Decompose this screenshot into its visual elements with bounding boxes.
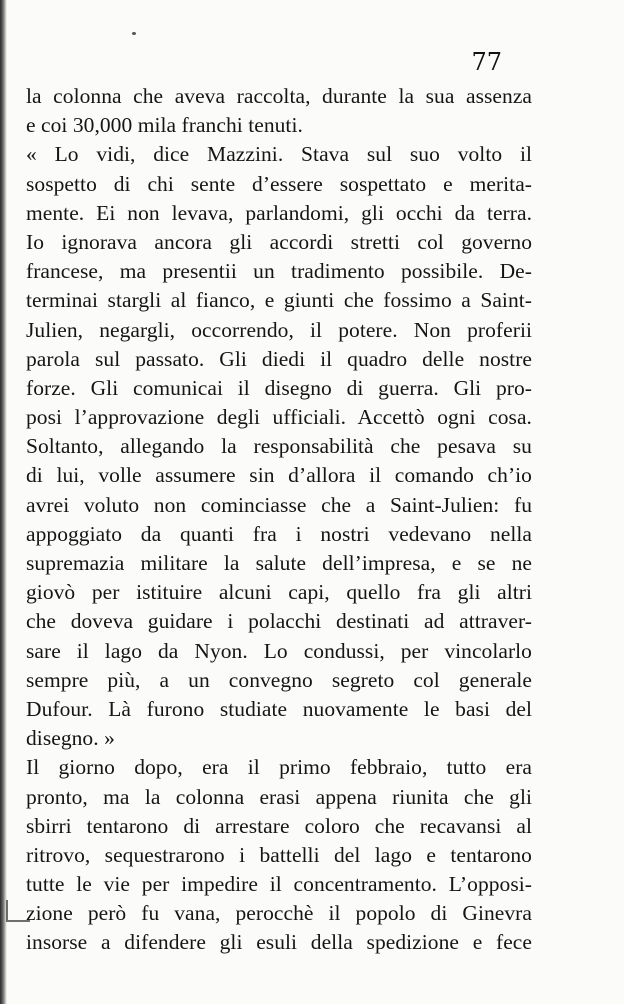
text-line: Io ignorava ancora gli accordi stretti col governo: [26, 229, 532, 254]
text-line: posi l’approvazione degli ufficiali. Accettò ogni cosa.: [26, 405, 532, 430]
text-line: ritrovo, sequestrarono i battelli del lago e tentarono: [26, 842, 532, 867]
page-number: 77: [471, 48, 502, 76]
text-line: insorse a difendere gli esuli della spedizione e fece: [26, 930, 532, 955]
text-line: Julien, negargli, occorrendo, il potere. Non proferii: [26, 317, 532, 342]
text-line: e coi 30,000 mila franchi tenuti.: [26, 113, 303, 138]
text-line: di lui, volle assumere sin d’allora il comando ch’io: [26, 463, 532, 488]
text-line: avrei voluto non cominciasse che a Saint-Julien: fu: [26, 492, 532, 517]
text-line: Soltanto, allegando la responsabilità che pesava su: [26, 434, 532, 459]
text-line: parola sul passato. Gli diedi il quadro delle nostre: [26, 346, 532, 371]
text-line: sempre più, a un convegno segreto col generale: [26, 667, 532, 692]
text-line: mente. Ei non levava, parlandomi, gli occhi da terra.: [26, 200, 532, 225]
scan-corner-mark: [6, 900, 30, 922]
text-line: francese, ma presentii un tradimento possibile. De-: [26, 259, 532, 284]
text-line: sbirri tentarono di arrestare coloro che recavansi al: [26, 813, 532, 838]
text-line: pronto, ma la colonna erasi appena riunita che gli: [26, 784, 532, 809]
text-line: appoggiato da quanti fra i nostri vedevano nella: [26, 521, 532, 546]
text-line: sare il lago da Nyon. Lo condussi, per vincolarlo: [26, 638, 532, 663]
text-line: Dufour. Là furono studiate nuovamente le basi del: [26, 696, 532, 721]
text-line: forze. Gli comunicai il disegno di guerra. Gli pro-: [26, 375, 532, 400]
text-line: « Lo vidi, dice Mazzini. Stava sul suo volto il: [26, 142, 532, 167]
text-line: la colonna che aveva raccolta, durante la sua assenza: [26, 84, 532, 108]
ink-smudge: [132, 32, 136, 35]
text-line: Il giorno dopo, era il primo febbraio, tutto era: [26, 755, 532, 780]
text-line: supremazia militare la salute dell’impresa, e se ne: [26, 551, 532, 575]
text-line: sospetto di chi sente d’essere sospettato e merita-: [26, 171, 532, 196]
text-line: tutte le vie per impedire il concentramento. L’opposi-: [26, 872, 532, 897]
text-line: giovò per istituire alcuni capi, quello fra gli altri: [26, 580, 532, 605]
body-text: [26, 82, 532, 958]
page-binding-edge: [0, 0, 7, 1004]
text-line: zione però fu vana, perocchè il popolo di Ginevra: [26, 901, 532, 926]
text-line: che doveva guidare i polacchi destinati ad attraver-: [26, 609, 532, 634]
text-line: terminai stargli al fianco, e giunti che fossimo a Saint-: [26, 288, 532, 313]
text-line: disegno. »: [26, 726, 115, 751]
